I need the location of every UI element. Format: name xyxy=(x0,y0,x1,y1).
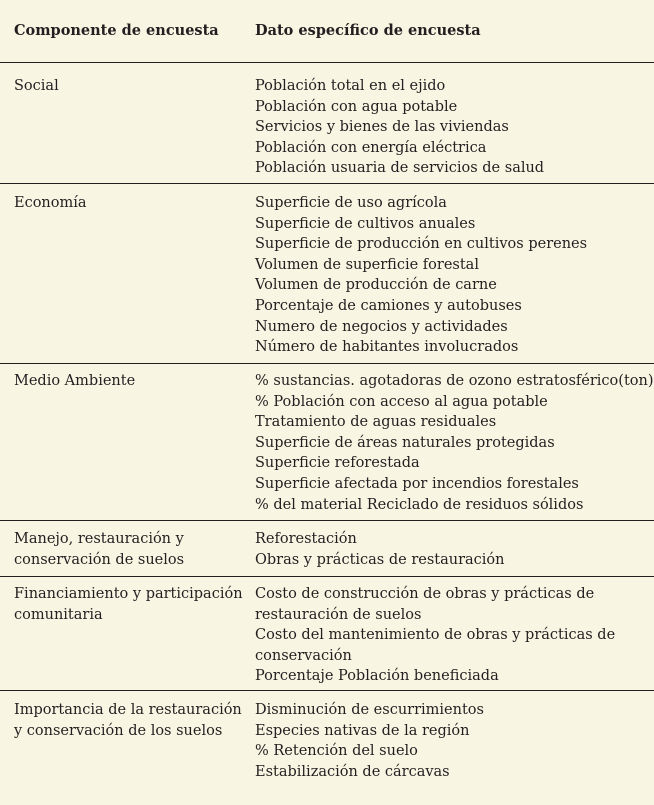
table-row xyxy=(0,691,654,805)
data-line: Reforestación xyxy=(255,531,357,547)
row-data xyxy=(255,371,654,515)
header-component: Componente de encuesta xyxy=(14,22,219,39)
data-line: % del material Reciclado de residuos sólidos xyxy=(255,496,584,513)
row-data xyxy=(255,700,484,782)
header-data: Dato específico de encuesta xyxy=(255,22,481,39)
data-line: Especies nativas de la región xyxy=(255,722,470,739)
data-line: Superficie reforestada xyxy=(255,455,420,472)
data-line: conservación xyxy=(255,647,352,664)
table-header xyxy=(0,0,654,63)
component-line: Social xyxy=(14,78,59,94)
data-line: Tratamiento de aguas residuales xyxy=(255,414,497,431)
component-line: Importancia de la restauración xyxy=(14,702,242,718)
data-line: Porcentaje Población beneficiada xyxy=(255,668,499,685)
table-row xyxy=(0,364,654,521)
data-line: Superficie de uso agrícola xyxy=(255,195,447,211)
table-row xyxy=(0,577,654,691)
data-line: Superficie de producción en cultivos perenes xyxy=(255,236,588,253)
data-line: Costo del mantenimiento de obras y prácticas de xyxy=(255,627,616,644)
table-row xyxy=(0,521,654,577)
row-data xyxy=(255,193,587,358)
data-line: Volumen de superficie forestal xyxy=(255,256,479,273)
data-line: restauración de suelos xyxy=(255,606,422,623)
component-line: Financiamiento y participación xyxy=(14,586,243,602)
data-line: % sustancias. agotadoras de ozono estratosférico(ton) xyxy=(255,373,654,389)
data-line: % Retención del suelo xyxy=(255,743,418,760)
data-line: Población usuaria de servicios de salud xyxy=(255,160,545,177)
data-line: Servicios y bienes de las viviendas xyxy=(255,119,509,136)
row-data xyxy=(255,584,615,687)
data-line: Obras y prácticas de restauración xyxy=(255,551,505,568)
row-component xyxy=(14,700,242,741)
data-line: Superficie de áreas naturales protegidas xyxy=(255,434,555,451)
data-line: Superficie afectada por incendios forestales xyxy=(255,475,579,492)
data-line: Porcentaje de camiones y autobuses xyxy=(255,297,522,314)
component-line: Economía xyxy=(14,195,87,211)
data-line: Población con energía eléctrica xyxy=(255,139,487,156)
data-line: Superficie de cultivos anuales xyxy=(255,215,476,232)
row-component xyxy=(14,584,243,625)
component-line: comunitaria xyxy=(14,606,103,623)
component-line: Medio Ambiente xyxy=(14,373,136,389)
data-line: Población con agua potable xyxy=(255,98,458,115)
table-row xyxy=(0,184,654,364)
data-line: Población total en el ejido xyxy=(255,78,446,94)
row-component xyxy=(14,371,135,392)
data-line: Costo de construcción de obras y prácticas de xyxy=(255,586,595,602)
data-line: Número de habitantes involucrados xyxy=(255,339,519,356)
row-data xyxy=(255,529,505,570)
data-line: Estabilización de cárcavas xyxy=(255,763,450,780)
data-line: Numero de negocios y actividades xyxy=(255,318,508,335)
component-line: y conservación de los suelos xyxy=(14,722,223,739)
data-line: Volumen de producción de carne xyxy=(255,277,497,294)
data-line: % Población con acceso al agua potable xyxy=(255,393,548,410)
data-line: Disminución de escurrimientos xyxy=(255,702,484,718)
row-component xyxy=(14,76,59,97)
table-row xyxy=(0,63,654,184)
row-component xyxy=(14,193,87,214)
row-data xyxy=(255,76,544,179)
component-line: Manejo, restauración y xyxy=(14,531,184,547)
row-component xyxy=(14,529,184,570)
component-line: conservación de suelos xyxy=(14,551,185,568)
